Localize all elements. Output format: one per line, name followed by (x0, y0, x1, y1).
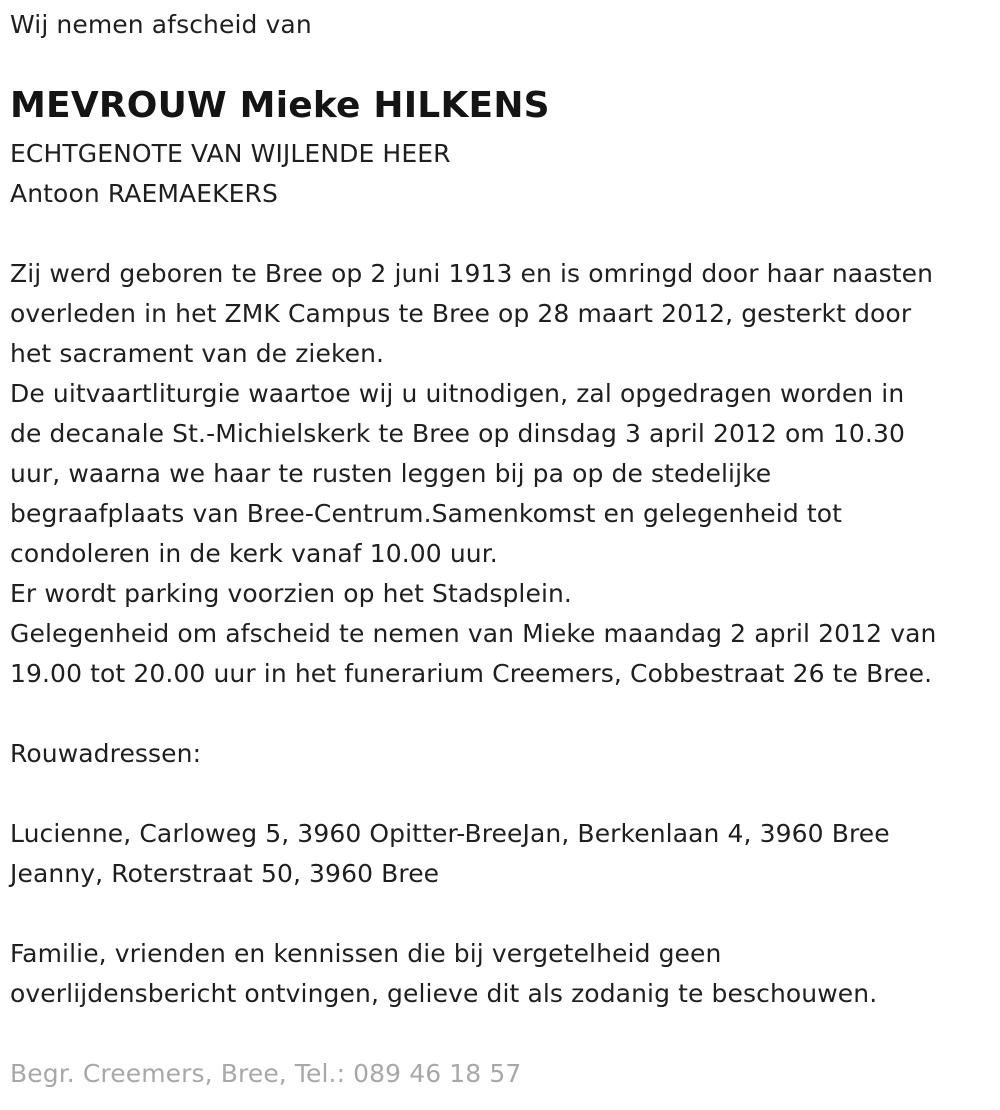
body-line: De uitvaartliturgie waartoe wij u uitnodigen, zal opgedragen worden in (10, 379, 905, 408)
body-line: uur, waarna we haar te rusten leggen bij pa op de stedelijke (10, 459, 772, 488)
body-line: Gelegenheid om afscheid te nemen van Mieke maandag 2 april 2012 van (10, 619, 937, 648)
spouse-title: ECHTGENOTE VAN WIJLENDE HEER (10, 139, 451, 168)
rouwadressen-heading: Rouwadressen: (10, 739, 202, 768)
body-line: condoleren in de kerk vanaf 10.00 uur. (10, 539, 498, 568)
body-line: 19.00 tot 20.00 uur in het funerarium Creemers, Cobbestraat 26 te Bree. (10, 659, 933, 688)
deceased-name: MEVROUW Mieke HILKENS (10, 85, 550, 126)
closing-line: overlijdensbericht ontvingen, gelieve dit als zodanig te beschouwen. (10, 979, 878, 1008)
spouse-name: Antoon RAEMAEKERS (10, 179, 278, 208)
address-list (10, 814, 890, 894)
body-line: Er wordt parking voorzien op het Stadsplein. (10, 579, 572, 608)
closing-line: Familie, vrienden en kennissen die bij vergetelheid geen (10, 939, 722, 968)
intro-text: Wij nemen afscheid van (10, 10, 312, 39)
address-line: Lucienne, Carloweg 5, 3960 Opitter-BreeJan, Berkenlaan 4, 3960 Bree (10, 819, 890, 848)
body-line: overleden in het ZMK Campus te Bree op 28 maart 2012, gesterkt door (10, 299, 912, 328)
body-line: de decanale St.-Michielskerk te Bree op dinsdag 3 april 2012 om 10.30 (10, 419, 905, 448)
body-line: het sacrament van de zieken. (10, 339, 385, 368)
spouse-info (10, 134, 451, 214)
body-line: Zij werd geboren te Bree op 2 juni 1913 en is omringd door haar naasten (10, 259, 934, 288)
funeral-home-footer: Begr. Creemers, Bree, Tel.: 089 46 18 57 (10, 1059, 522, 1088)
notice-body (10, 254, 936, 694)
address-line: Jeanny, Roterstraat 50, 3960 Bree (10, 859, 440, 888)
body-line: begraafplaats van Bree-Centrum.Samenkomst en gelegenheid tot (10, 499, 843, 528)
closing-note (10, 934, 877, 1014)
